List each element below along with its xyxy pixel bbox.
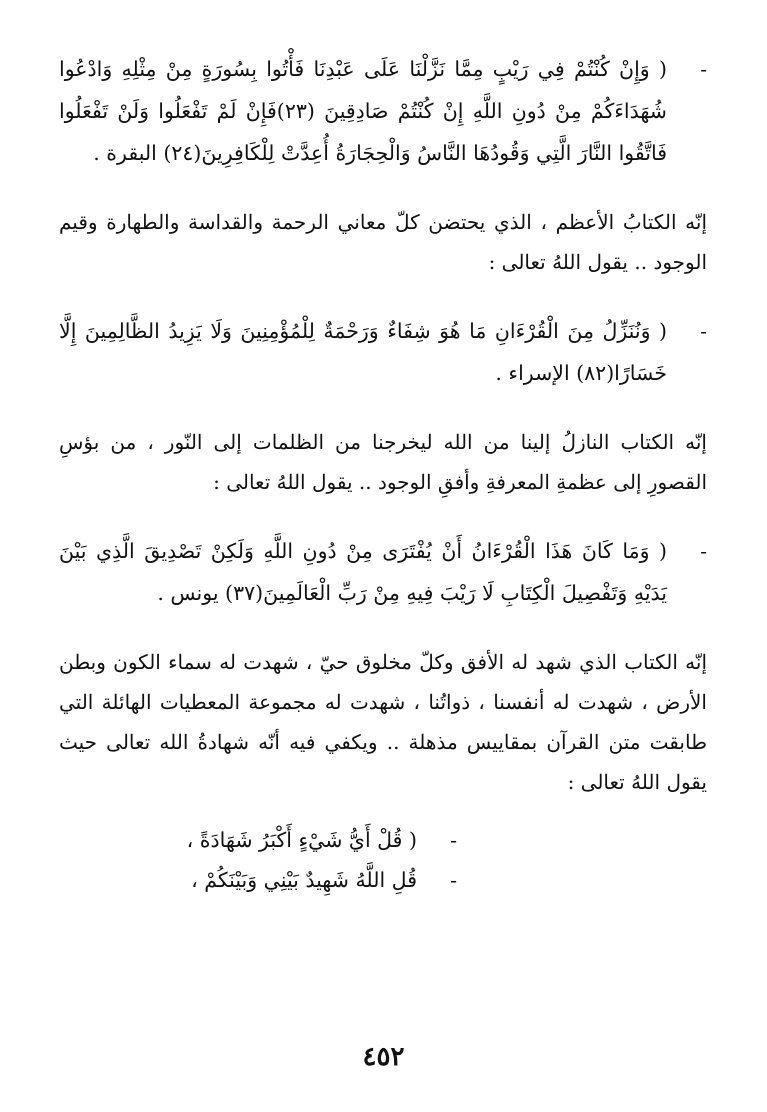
bullet-dash: - xyxy=(700,539,707,563)
bullet-dash: - xyxy=(700,319,707,343)
bullet-dash: - xyxy=(450,828,457,852)
verse-text: ( وَمَا كَانَ هَذَا الْقُرْءَانُ أَنْ يُفْتَرَى مِنْ دُونِ اللَّهِ وَلَكِنْ تَصْدِيقَ الَّذِي بَيْنَ يَدَيْهِ وَتَفْصِيلَ الْكِتَابِ لَا رَيْبَ فِيهِ مِنْ رَبِّ الْعَالَمِينَ(٣٧) يونس . xyxy=(59,539,667,605)
page-body xyxy=(59,48,707,900)
short-quote-text: ( قُلْ أَيُّ شَيْءٍ أَكْبَرُ شَهَادَةً ، xyxy=(186,828,417,852)
verse-text: ( وَإِنْ كُنْتُمْ فِي رَيْبٍ مِمَّا نَزَّلْنَا عَلَى عَبْدِنَا فَأْتُوا بِسُورَةٍ مِنْ مِثْلِهِ وَادْعُوا شُهَدَاءَكُمْ مِنْ دُونِ اللَّهِ إِنْ كُنْتُمْ صَادِقِينَ (٢٣)فَإِنْ لَمْ تَفْعَلُوا وَلَنْ تَفْعَلُوا فَاتَّقُوا النَّارَ الَّتِي وَقُودُهَا النَّاسُ وَالْحِجَارَةُ أُعِدَّتْ لِلْكَافِرِينَ(٢٤) البقرة . xyxy=(59,57,667,165)
paragraph-revealed-book: إنّه الكتاب النازلُ إلينا من الله ليخرجنا من الظلمات إلى النّور ، من بؤسِ القصورِ إلى عظمةِ المعرفةِ وأفقِ الوجود .. يقول اللهُ تعالى : xyxy=(59,430,707,494)
bullet-dash: - xyxy=(700,57,707,81)
bullet-dash: - xyxy=(450,868,457,892)
short-quotes-list xyxy=(59,820,707,900)
paragraph-testimony: إنّه الكتاب الذي شهد له الأفق وكلّ مخلوق حيّ ، شهدت له سماء الكون وبطن الأرض ، شهدت له أنفسنا ، ذواتُنا ، شهدت له مجموعة المعطيات الهائلة التي طابقت متن القرآن بمقاييس مذهلة .. ويكفي فيه أنّه شهادةُ الله تعالى حيث يقول اللهُ تعالى : xyxy=(59,650,707,794)
short-quote-1 xyxy=(59,820,457,860)
page-number: ٤٥٢ xyxy=(362,1042,405,1072)
quran-verse-isra xyxy=(59,310,707,394)
short-quote-2 xyxy=(59,860,457,900)
short-quote-text: قُلِ اللَّهُ شَهِيدٌ بَيْنِي وَبَيْنَكُمْ ، xyxy=(191,868,417,892)
quran-verse-yunus xyxy=(59,530,707,614)
quran-verse-baqarah xyxy=(59,48,707,174)
verse-text: ( وَنُنَزِّلُ مِنَ الْقُرْءَانِ مَا هُوَ شِفَاءٌ وَرَحْمَةٌ لِلْمُؤْمِنِينَ وَلَا يَزِيدُ الظَّالِمِينَ إِلَّا خَسَارًا(٨٢) الإسراء . xyxy=(59,319,667,385)
paragraph-greatest-book: إنّه الكتابُ الأعظم ، الذي يحتضن كلّ معاني الرحمة والقداسة والطهارة وقيم الوجود .. يقول اللهُ تعالى : xyxy=(59,210,707,274)
